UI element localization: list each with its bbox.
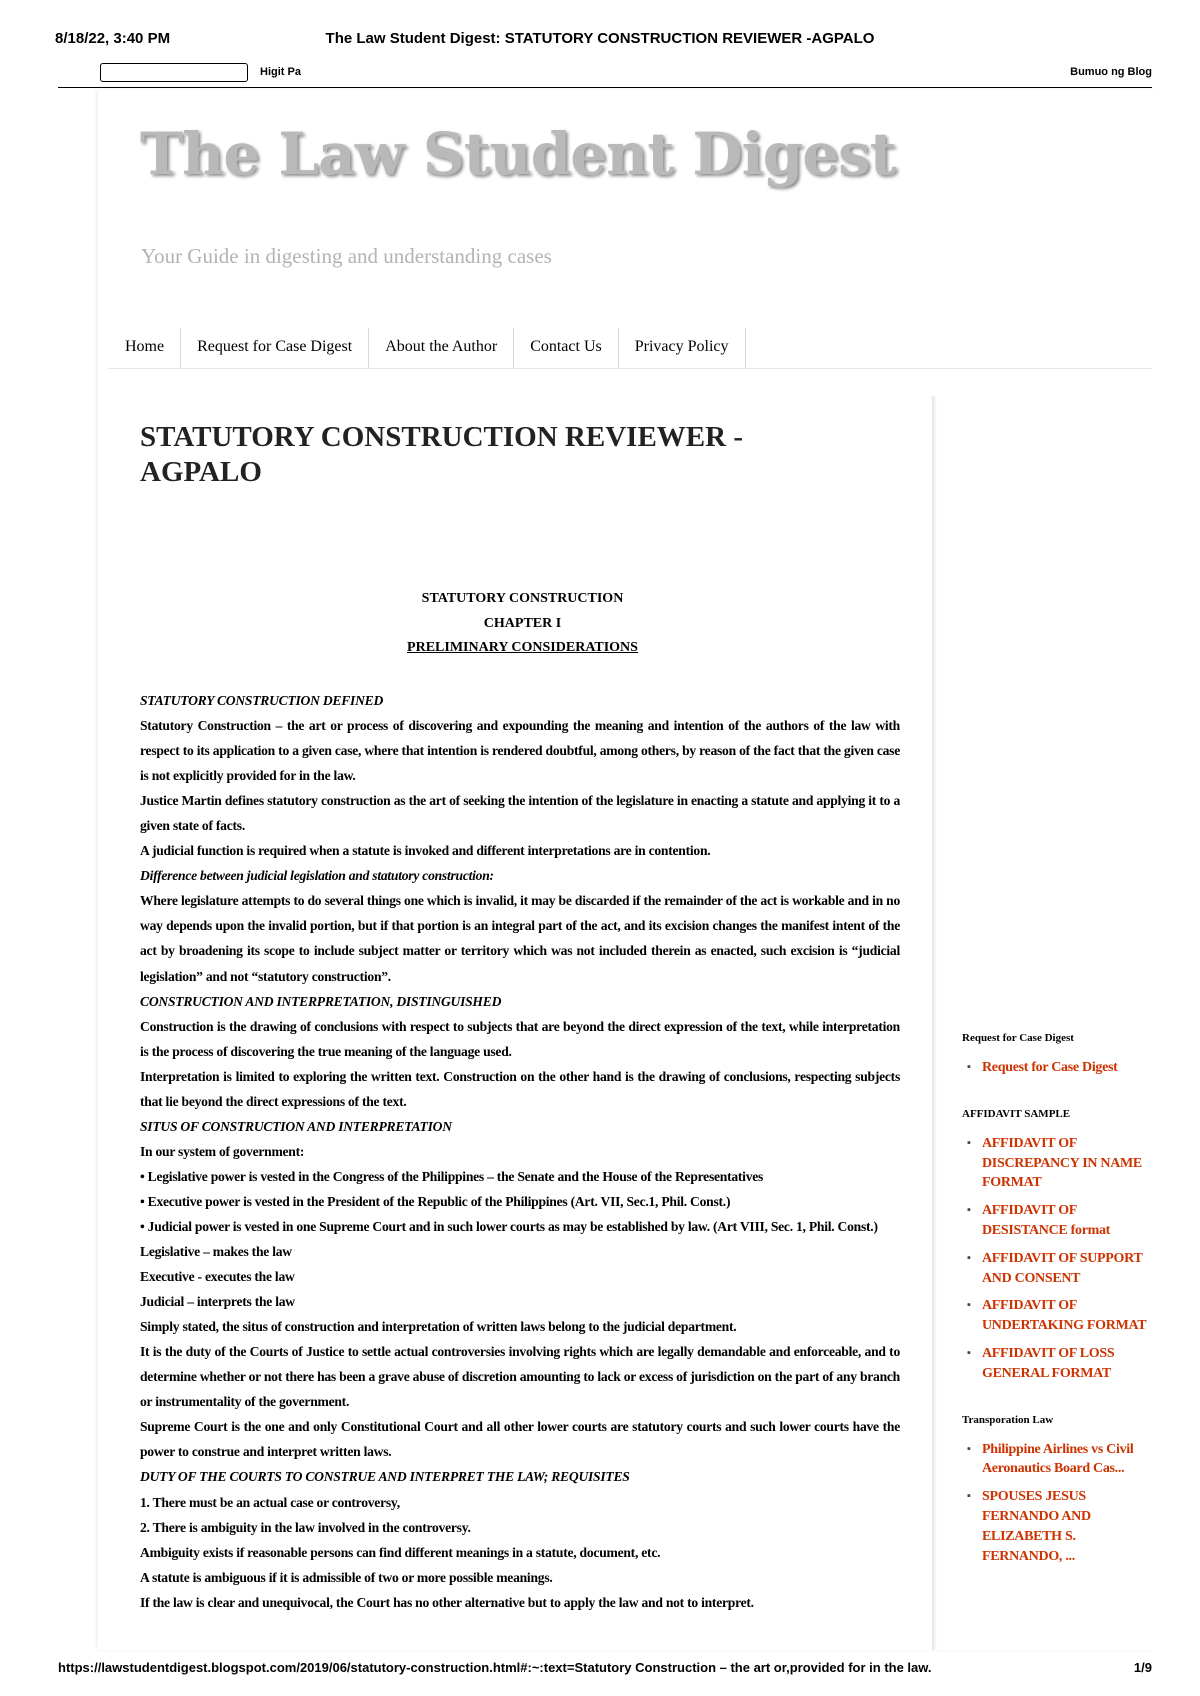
body-paragraph: Construction is the drawing of conclusions with respect to subjects that are beyond the direct expression of the text, while interpretation is the process of discovering the true meaning of the language used.: [140, 1018, 900, 1059]
sidebar-widget: [962, 1032, 1162, 1078]
body-paragraph: Legislative – makes the law: [140, 1244, 292, 1260]
sidebar-list-item: [962, 1440, 1162, 1480]
body-paragraph: Where legislature attempts to do several things one which is invalid, it may be discarded if the remainder of the act is workable and in no way depends upon the invalid portion, but if that portion is an integral part of the act, and its excision changes the manifest intent of the act by broadening its scope to include subject matter or territory which was not included therein as enacted, such excision is “judicial legislation” and not “statutory construction”.: [140, 893, 900, 984]
tab-about-author[interactable]: About the Author: [369, 328, 514, 368]
body-paragraph: If the law is clear and unequivocal, the Court has no other alternative but to apply the law and not to interpret.: [140, 1594, 754, 1610]
section-heading: Difference between judicial legislation and statutory construction:: [140, 868, 494, 884]
sidebar-link[interactable]: AFFIDAVIT OF DISCREPANCY IN NAME FORMAT: [982, 1135, 1142, 1191]
sidebar: [962, 1032, 1162, 1574]
body-paragraph: In our system of government:: [140, 1143, 305, 1159]
bullet-icon: ▪: [967, 1490, 971, 1503]
bullet-icon: ▪: [967, 1346, 971, 1359]
page-tabs: [110, 328, 746, 368]
sidebar-list-item: [962, 1344, 1162, 1384]
body-paragraph: Interpretation is limited to exploring the written text. Construction on the other hand is the drawing of conclusions, respecting subjects that lie beyond the direct expressions of the text.: [140, 1068, 900, 1109]
body-paragraph: Justice Martin defines statutory construction as the art of seeking the intention of the legislature in enacting a statute and applying it to a given state of facts.: [140, 793, 900, 834]
tab-request-case-digest[interactable]: Request for Case Digest: [181, 328, 369, 368]
footer-url: https://lawstudentdigest.blogspot.com/2019/06/statutory-construction.html#:~:text=Statutory Construction – the art or,provided for in the law.: [58, 1660, 932, 1675]
tab-home[interactable]: Home: [110, 328, 181, 368]
body-paragraph: 2. There is ambiguity in the law involved in the controversy.: [140, 1519, 471, 1535]
sidebar-widget-title: AFFIDAVIT SAMPLE: [962, 1107, 1071, 1120]
heading-line: STATUTORY CONSTRUCTION: [421, 591, 624, 606]
bullet-icon: ▪: [967, 1204, 971, 1217]
body-paragraph: Executive - executes the law: [140, 1269, 295, 1285]
bullet-icon: ▪: [967, 1251, 971, 1264]
body-paragraph: 1. There must be an actual case or controversy,: [140, 1494, 400, 1510]
sidebar-link[interactable]: Philippine Airlines vs Civil Aeronautics Board Cas...: [982, 1441, 1134, 1477]
section-heading: SITUS OF CONSTRUCTION AND INTERPRETATION: [140, 1118, 452, 1134]
sidebar-link[interactable]: Request for Case Digest: [982, 1060, 1118, 1075]
sidebar-list-item: [962, 1296, 1162, 1336]
sidebar-widget-title: Request for Case Digest: [962, 1032, 1074, 1044]
navbar-next-blog-link[interactable]: Higit Pa: [260, 66, 301, 78]
body-paragraph: • Judicial power is vested in one Supreme Court and in such lower courts as may be established by law. (Art VIII, Sec. 1, Phil. Const.): [140, 1218, 878, 1234]
sidebar-link[interactable]: SPOUSES JESUS FERNANDO AND ELIZABETH S. FERNANDO, ...: [982, 1489, 1091, 1564]
bullet-icon: ▪: [967, 1299, 971, 1312]
body-paragraph: Statutory Construction – the art or process of discovering and expounding the meaning and intention of the authors of the law with respect to its application to a given case, where that intention is rendered doubtful, among others, by reason of the fact that the given case is not explicitly provided for in the law.: [140, 718, 900, 784]
bullet-icon: ▪: [967, 1061, 971, 1073]
tab-contact-us[interactable]: Contact Us: [514, 328, 619, 368]
sidebar-link[interactable]: AFFIDAVIT OF SUPPORT AND CONSENT: [982, 1250, 1143, 1286]
body-paragraph: A statute is ambiguous if it is admissible of two or more possible meanings.: [140, 1569, 553, 1585]
sidebar-link-list: [962, 1058, 1162, 1078]
sidebar-link-list: [962, 1440, 1162, 1567]
sidebar-list-item: [962, 1487, 1162, 1566]
sidebar-widget: [962, 1414, 1162, 1567]
sidebar-list-item: [962, 1201, 1162, 1241]
navbar-divider: [58, 87, 1152, 88]
section-heading: DUTY OF THE COURTS TO CONSTRUE AND INTERPRET THE LAW; REQUISITES: [140, 1469, 630, 1485]
body-paragraph: It is the duty of the Courts of Justice to settle actual controversies involving rights which are legally demandable and enforceable, and to determine whether or not there has been a grave abuse of discretion amounting to lack or excess of jurisdiction on the part of any branch or instrumentality of the government.: [140, 1344, 900, 1410]
post-title: STATUTORY CONSTRUCTION REVIEWER - AGPALO: [140, 421, 743, 488]
sidebar-link[interactable]: AFFIDAVIT OF DESISTANCE format: [982, 1203, 1111, 1238]
post-body: [140, 688, 900, 1615]
section-heading: CONSTRUCTION AND INTERPRETATION, DISTINGUISHED: [140, 993, 502, 1009]
heading-line: PRELIMINARY CONSIDERATIONS: [407, 640, 638, 655]
blog-title[interactable]: The Law Student Digest: [140, 120, 896, 188]
body-paragraph: Judicial – interprets the law: [140, 1294, 295, 1310]
sidebar-widget: [962, 1108, 1162, 1384]
navbar-search-box[interactable]: [100, 63, 248, 82]
tabs-divider: [108, 368, 1152, 369]
body-paragraph: A judicial function is required when a statute is invoked and different interpretations are in contention.: [140, 843, 711, 859]
sidebar-link[interactable]: AFFIDAVIT OF UNDERTAKING FORMAT: [982, 1298, 1147, 1334]
print-title: The Law Student Digest: STATUTORY CONSTRUCTION REVIEWER -AGPALO: [325, 30, 875, 47]
body-paragraph: Ambiguity exists if reasonable persons can find different meanings in a statute, document, etc.: [140, 1544, 661, 1560]
sidebar-widget-title: Transporation Law: [962, 1413, 1054, 1426]
body-paragraph: • Executive power is vested in the President of the Republic of the Philippines (Art. VII, Sec.1, Phil. Const.): [140, 1193, 731, 1209]
section-heading: STATUTORY CONSTRUCTION DEFINED: [140, 693, 384, 708]
main-column-shadow: [933, 396, 937, 1650]
print-date: 8/18/22, 3:40 PM: [55, 30, 171, 47]
chapter-heading: [140, 587, 905, 661]
sidebar-list-item: [962, 1249, 1162, 1289]
bullet-icon: ▪: [967, 1442, 971, 1455]
bullet-icon: ▪: [967, 1136, 971, 1149]
blog-description: Your Guide in digesting and understanding cases: [141, 244, 552, 268]
sidebar-list-item: [962, 1134, 1162, 1193]
sidebar-link[interactable]: AFFIDAVIT OF LOSS GENERAL FORMAT: [982, 1345, 1115, 1381]
body-paragraph: Supreme Court is the one and only Constitutional Court and all other lower courts are statutory courts and such lower courts have the power to construe and interpret written laws.: [140, 1419, 900, 1460]
sidebar-link-list: [962, 1134, 1162, 1384]
body-paragraph: • Legislative power is vested in the Congress of the Philippines – the Senate and the House of the Representatives: [140, 1168, 764, 1184]
navbar-create-blog-link[interactable]: Bumuo ng Blog: [1070, 66, 1152, 78]
heading-line: CHAPTER I: [483, 615, 562, 631]
footer-page-number: 1/9: [1133, 1660, 1152, 1675]
body-paragraph: Simply stated, the situs of construction and interpretation of written laws belong to the judicial department.: [140, 1319, 737, 1335]
sidebar-list-item: [962, 1058, 1162, 1078]
tab-privacy-policy[interactable]: Privacy Policy: [619, 328, 746, 368]
